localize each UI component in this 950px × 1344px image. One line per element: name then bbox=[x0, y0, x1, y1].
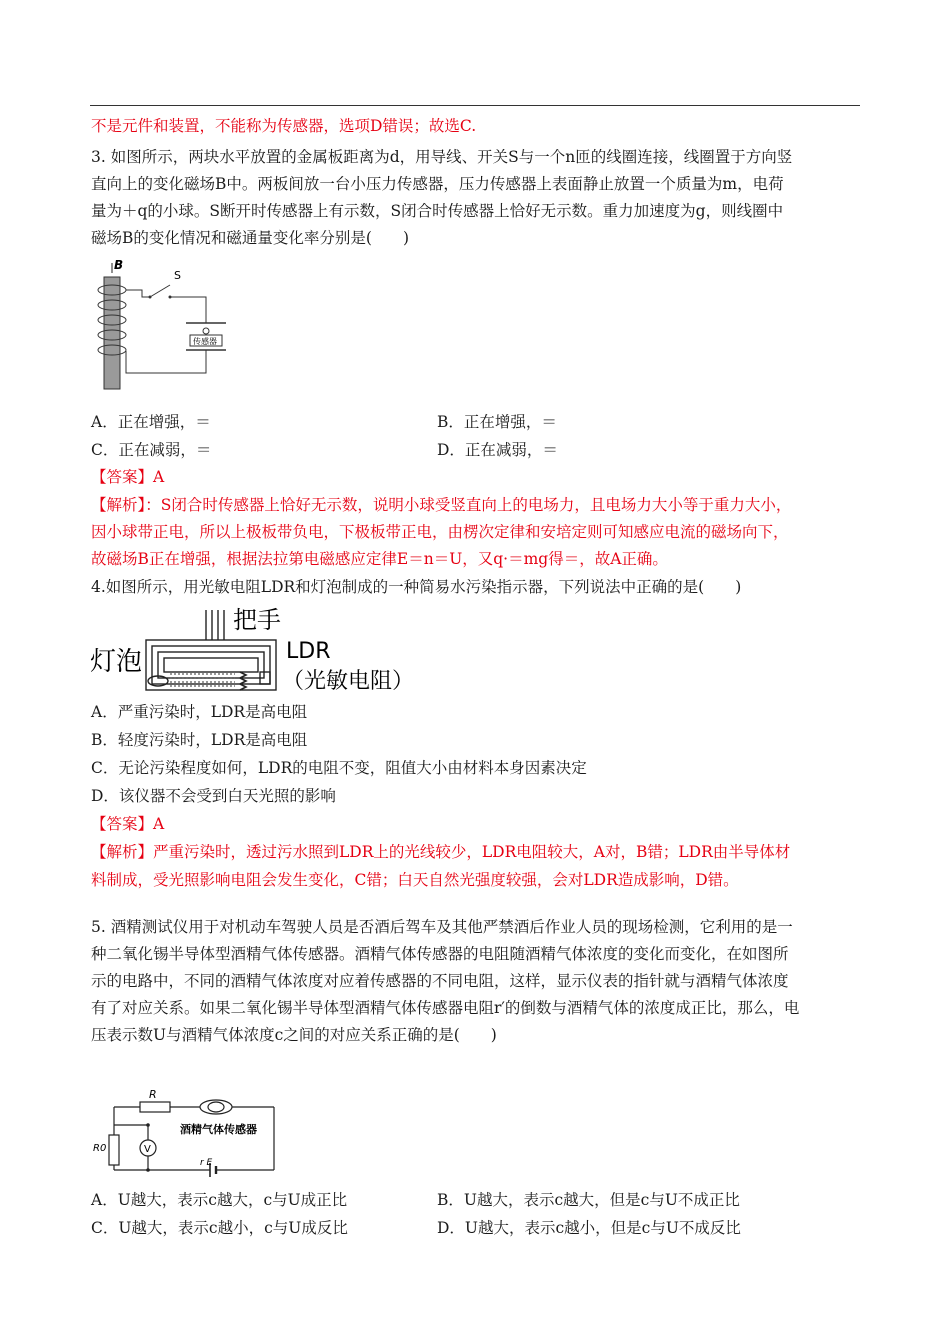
q3-label-s: S bbox=[174, 269, 181, 282]
q4-answer: 【答案】A bbox=[91, 815, 165, 833]
q3-option-a: A．正在增强，＝ bbox=[91, 413, 211, 431]
q3-label-b: B bbox=[114, 258, 124, 272]
q5-stem-line-3: 示的电路中，不同的酒精气体浓度对应着传感器的不同电阻，这样，显示仪表的指针就与酒精气体浓度 bbox=[91, 972, 789, 990]
q4-option-d: D．该仪器不会受到白天光照的影响 bbox=[91, 787, 336, 805]
q4-option-c: C．无论污染程度如何，LDR的电阻不变，阻值大小由材料本身因素决定 bbox=[91, 759, 587, 777]
q5-sensor-label: 酒精气体传感器 bbox=[180, 1123, 257, 1136]
q4-ldr-label: LDR bbox=[286, 639, 331, 664]
q5-option-b: B．U越大，表示c越大，但是c与U不成正比 bbox=[437, 1191, 740, 1209]
q5-stem-line-5: 压表示数U与酒精气体浓度c之间的对应关系正确的是( ) bbox=[91, 1026, 497, 1044]
q4-analysis-line-2: 料制成，受光照影响电阻会发生变化，C错；白天自然光强度较强，会对LDR造成影响，D错。 bbox=[91, 871, 739, 889]
q3-analysis-line-2: 因小球带正电，所以上极板带负电，下极板带正电，由楞次定律和安培定则可知感应电流的磁场向下， bbox=[91, 523, 789, 541]
q5-stem-line-2: 种二氧化锡半导体型酒精气体传感器。酒精气体传感器的电阻随酒精气体浓度的变化而变化，在如图所 bbox=[91, 945, 789, 963]
q5-option-d: D．U越大，表示c越小，但是c与U不成反比 bbox=[437, 1219, 741, 1237]
q3-analysis-line-1: 【解析】：S闭合时传感器上恰好无示数，说明小球受竖直向上的电场力，且电场力大小等于重力大小， bbox=[91, 496, 792, 514]
q3-option-d: D．正在减弱，＝ bbox=[437, 441, 558, 459]
q3-option-b: B．正在增强，＝ bbox=[437, 413, 557, 431]
q5-circuit-figure bbox=[92, 1085, 282, 1180]
q3-option-c: C．正在减弱，＝ bbox=[91, 441, 212, 459]
q4-ldr-cn-label: （光敏电阻） bbox=[282, 669, 415, 694]
q3-stem-line-1: 3. 如图所示，两块水平放置的金属板距离为d，用导线、开关S与一个n匝的线圈连接，线圈置于方向竖 bbox=[91, 148, 793, 166]
q5-label-v: V bbox=[144, 1144, 151, 1155]
q4-analysis-line-1: 【解析】严重污染时，透过污水照到LDR上的光线较少，LDR电阻较大，A对，B错；LDR由半导体材 bbox=[91, 843, 791, 861]
header-rule bbox=[90, 105, 860, 106]
q5-label-r: R bbox=[149, 1088, 157, 1101]
q3-stem-line-3: 量为＋q的小球。S断开时传感器上有示数，S闭合时传感器上恰好无示数。重力加速度为g，则线圈中 bbox=[91, 202, 784, 220]
q3-analysis-line-3: 故磁场B正在增强，根据法拉第电磁感应定律E＝n＝U，又q·＝mg得＝，故A正确。 bbox=[91, 550, 668, 568]
q3-stem-line-4: 磁场B的变化情况和磁通量变化率分别是( ) bbox=[91, 229, 409, 247]
q5-option-c: C．U越大，表示c越小，c与U成反比 bbox=[91, 1219, 348, 1237]
q5-option-a: A．U越大，表示c越大，c与U成正比 bbox=[91, 1191, 348, 1209]
q5-stem-line-1: 5. 酒精测试仪用于对机动车驾驶人员是否酒后驾车及其他严禁酒后作业人员的现场检测，它利用的是一 bbox=[91, 918, 793, 936]
q4-bulb-label: 灯泡 bbox=[90, 647, 143, 677]
q5-label-r0: R0 bbox=[93, 1143, 107, 1154]
q2-tail: 不是元件和装置，不能称为传感器，选项D错误；故选C. bbox=[91, 117, 477, 135]
q3-answer: 【答案】A bbox=[91, 468, 165, 486]
q4-option-b: B．轻度污染时，LDR是高电阻 bbox=[91, 731, 308, 749]
q4-option-a: A．严重污染时，LDR是高电阻 bbox=[91, 703, 308, 721]
q3-sensor-label: 传感器 bbox=[193, 337, 217, 346]
q3-stem-line-2: 直向上的变化磁场B中。两板间放一台小压力传感器，压力传感器上表面静止放置一个质量为m，电荷 bbox=[91, 175, 784, 193]
q5-label-re: r E bbox=[200, 1158, 213, 1168]
q5-stem-line-4: 有了对应关系。如果二氧化锡半导体型酒精气体传感器电阻r′的倒数与酒精气体的浓度成正比，那么，电 bbox=[91, 999, 800, 1017]
q4-indicator-figure bbox=[90, 602, 430, 697]
q3-circuit-figure bbox=[90, 255, 230, 400]
q4-stem: 4.如图所示，用光敏电阻LDR和灯泡制成的一种简易水污染指示器，下列说法中正确的是( ) bbox=[91, 578, 742, 596]
q4-handle-label: 把手 bbox=[233, 606, 281, 634]
